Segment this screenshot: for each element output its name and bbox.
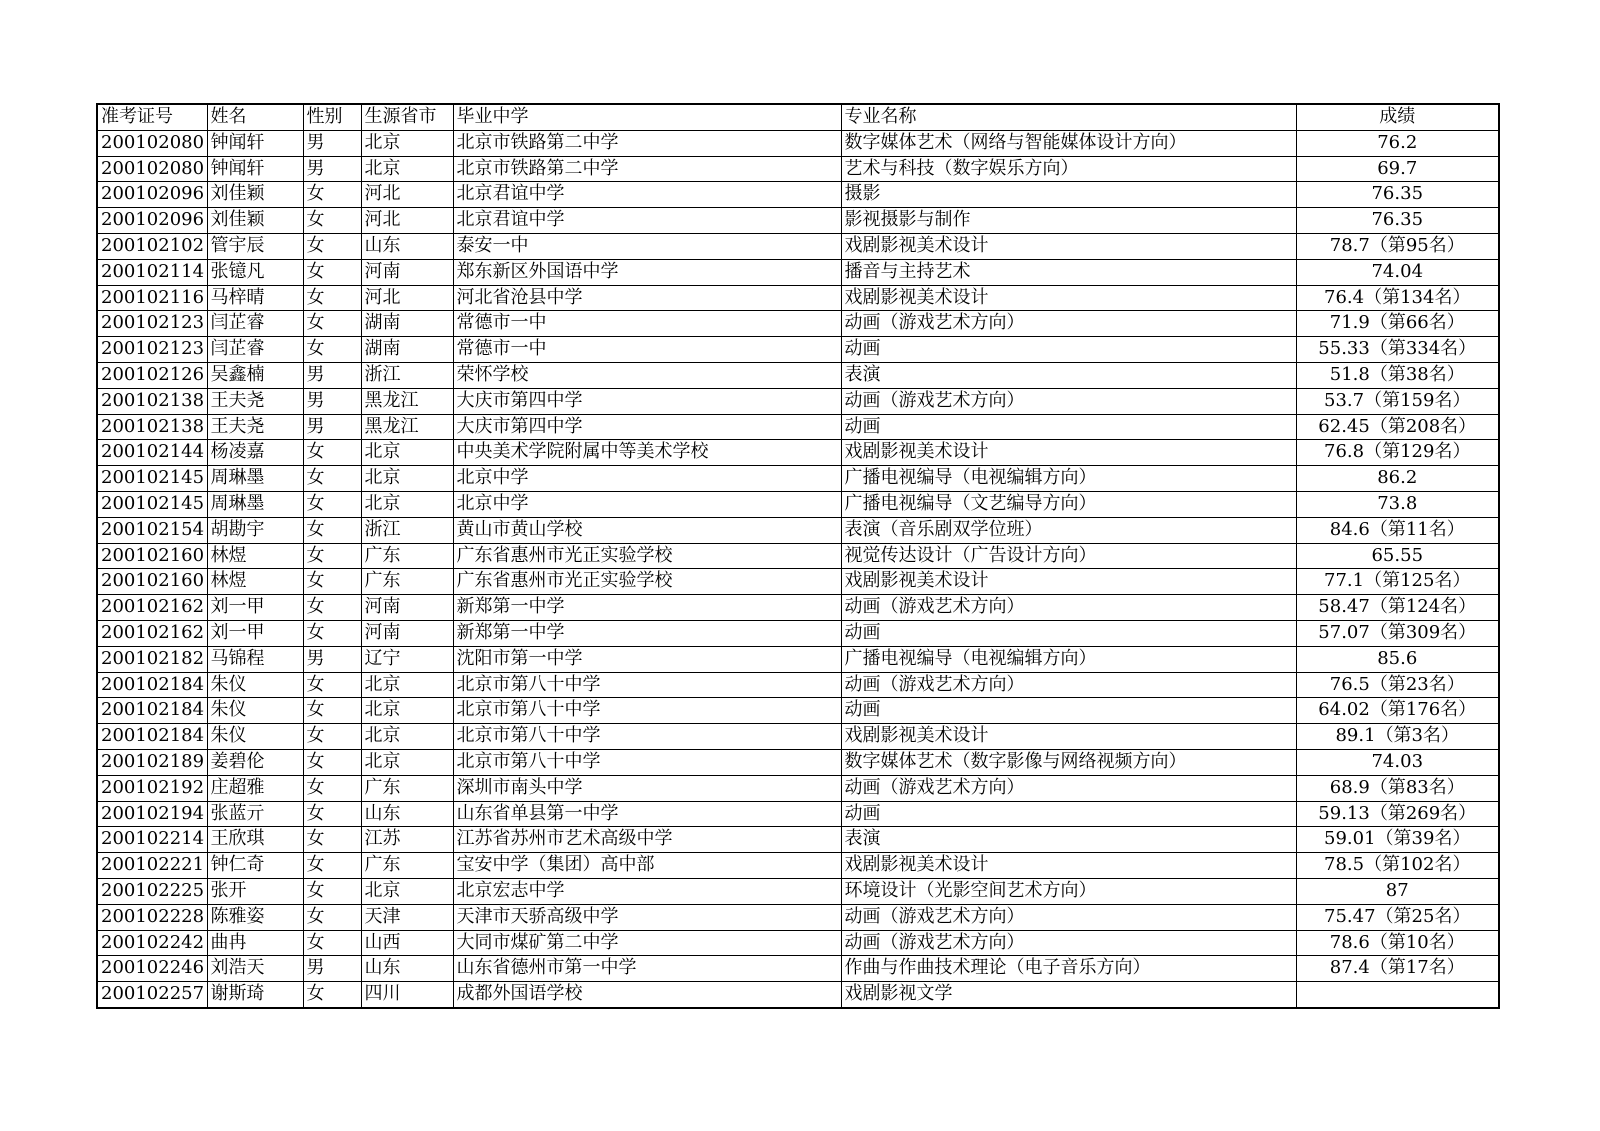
name-cell: 刘一甲 (207, 595, 303, 621)
table-row (97, 182, 1499, 208)
school-cell: 郑东新区外国语中学 (453, 259, 841, 285)
province-cell: 北京 (361, 440, 453, 466)
major-cell: 动画（游戏艺术方向） (841, 930, 1296, 956)
school-cell: 北京市第八十中学 (453, 698, 841, 724)
school-cell: 北京市铁路第二中学 (453, 156, 841, 182)
major-cell: 表演（音乐剧双学位班） (841, 517, 1296, 543)
table-row (97, 646, 1499, 672)
province-cell: 山东 (361, 956, 453, 982)
table-row (97, 517, 1499, 543)
school-cell: 北京君谊中学 (453, 182, 841, 208)
major-cell: 动画 (841, 414, 1296, 440)
sex-cell: 女 (303, 233, 361, 259)
header-sex: 性别 (303, 104, 361, 130)
sex-cell: 女 (303, 466, 361, 492)
table-row (97, 982, 1499, 1008)
exam-id-cell: 200102123 (97, 337, 207, 363)
major-cell: 戏剧影视美术设计 (841, 724, 1296, 750)
sex-cell: 男 (303, 362, 361, 388)
major-cell: 艺术与科技（数字娱乐方向） (841, 156, 1296, 182)
province-cell: 广东 (361, 775, 453, 801)
exam-id-cell: 200102194 (97, 801, 207, 827)
school-cell: 新郑第一中学 (453, 620, 841, 646)
score-cell: 86.2 (1296, 466, 1499, 492)
name-cell: 钟闻轩 (207, 130, 303, 156)
name-cell: 朱仪 (207, 698, 303, 724)
province-cell: 河北 (361, 285, 453, 311)
score-table (96, 103, 1500, 1009)
header-score: 成绩 (1296, 104, 1499, 130)
table-row (97, 259, 1499, 285)
name-cell: 林煜 (207, 543, 303, 569)
school-cell: 大庆市第四中学 (453, 388, 841, 414)
major-cell: 戏剧影视美术设计 (841, 233, 1296, 259)
major-cell: 动画（游戏艺术方向） (841, 311, 1296, 337)
sex-cell: 女 (303, 672, 361, 698)
exam-id-cell: 200102184 (97, 698, 207, 724)
name-cell: 王夫尧 (207, 414, 303, 440)
table-row (97, 311, 1499, 337)
table-body (97, 130, 1499, 1008)
exam-id-cell: 200102221 (97, 853, 207, 879)
name-cell: 刘佳颖 (207, 208, 303, 234)
province-cell: 北京 (361, 749, 453, 775)
province-cell: 北京 (361, 698, 453, 724)
exam-id-cell: 200102126 (97, 362, 207, 388)
province-cell: 河北 (361, 208, 453, 234)
province-cell: 山西 (361, 930, 453, 956)
score-cell: 87 (1296, 878, 1499, 904)
exam-id-cell: 200102116 (97, 285, 207, 311)
major-cell: 戏剧影视文学 (841, 982, 1296, 1008)
major-cell: 戏剧影视美术设计 (841, 569, 1296, 595)
table-row (97, 878, 1499, 904)
sex-cell: 女 (303, 440, 361, 466)
school-cell: 北京市第八十中学 (453, 749, 841, 775)
score-cell: 65.55 (1296, 543, 1499, 569)
sex-cell: 女 (303, 259, 361, 285)
province-cell: 河南 (361, 259, 453, 285)
province-cell: 浙江 (361, 362, 453, 388)
name-cell: 王欣琪 (207, 827, 303, 853)
province-cell: 北京 (361, 724, 453, 750)
province-cell: 河南 (361, 620, 453, 646)
exam-id-cell: 200102145 (97, 466, 207, 492)
name-cell: 陈雅姿 (207, 904, 303, 930)
sex-cell: 男 (303, 956, 361, 982)
score-cell: 73.8 (1296, 491, 1499, 517)
table-row (97, 208, 1499, 234)
exam-id-cell: 200102144 (97, 440, 207, 466)
name-cell: 杨凌嘉 (207, 440, 303, 466)
name-cell: 胡勘宇 (207, 517, 303, 543)
major-cell: 动画（游戏艺术方向） (841, 904, 1296, 930)
name-cell: 林煜 (207, 569, 303, 595)
exam-id-cell: 200102192 (97, 775, 207, 801)
school-cell: 新郑第一中学 (453, 595, 841, 621)
school-cell: 大庆市第四中学 (453, 414, 841, 440)
school-cell: 广东省惠州市光正实验学校 (453, 569, 841, 595)
name-cell: 王夫尧 (207, 388, 303, 414)
province-cell: 广东 (361, 569, 453, 595)
major-cell: 戏剧影视美术设计 (841, 853, 1296, 879)
school-cell: 北京市第八十中学 (453, 672, 841, 698)
school-cell: 北京中学 (453, 466, 841, 492)
major-cell: 环境设计（光影空间艺术方向） (841, 878, 1296, 904)
major-cell: 戏剧影视美术设计 (841, 285, 1296, 311)
exam-id-cell: 200102160 (97, 569, 207, 595)
sex-cell: 女 (303, 827, 361, 853)
score-sheet (96, 103, 1500, 1009)
exam-id-cell: 200102184 (97, 724, 207, 750)
score-cell: 74.04 (1296, 259, 1499, 285)
table-row (97, 388, 1499, 414)
score-cell: 89.1（第3名） (1296, 724, 1499, 750)
score-cell: 75.47（第25名） (1296, 904, 1499, 930)
table-row (97, 543, 1499, 569)
table-row (97, 749, 1499, 775)
sex-cell: 男 (303, 646, 361, 672)
exam-id-cell: 200102096 (97, 208, 207, 234)
province-cell: 湖南 (361, 311, 453, 337)
table-row (97, 724, 1499, 750)
name-cell: 马梓晴 (207, 285, 303, 311)
table-row (97, 233, 1499, 259)
score-cell: 57.07（第309名） (1296, 620, 1499, 646)
major-cell: 数字媒体艺术（数字影像与网络视频方向） (841, 749, 1296, 775)
name-cell: 谢斯琦 (207, 982, 303, 1008)
table-row (97, 904, 1499, 930)
table-row (97, 130, 1499, 156)
sex-cell: 女 (303, 775, 361, 801)
major-cell: 广播电视编导（电视编辑方向） (841, 466, 1296, 492)
exam-id-cell: 200102189 (97, 749, 207, 775)
name-cell: 庄超雅 (207, 775, 303, 801)
major-cell: 影视摄影与制作 (841, 208, 1296, 234)
name-cell: 刘一甲 (207, 620, 303, 646)
school-cell: 北京市第八十中学 (453, 724, 841, 750)
score-cell: 76.35 (1296, 208, 1499, 234)
table-row (97, 569, 1499, 595)
sex-cell: 女 (303, 543, 361, 569)
score-cell: 64.02（第176名） (1296, 698, 1499, 724)
sex-cell: 女 (303, 208, 361, 234)
table-row (97, 956, 1499, 982)
province-cell: 广东 (361, 853, 453, 879)
school-cell: 常德市一中 (453, 337, 841, 363)
score-cell: 59.13（第269名） (1296, 801, 1499, 827)
major-cell: 表演 (841, 827, 1296, 853)
table-row (97, 595, 1499, 621)
major-cell: 作曲与作曲技术理论（电子音乐方向） (841, 956, 1296, 982)
table-row (97, 827, 1499, 853)
school-cell: 宝安中学（集团）高中部 (453, 853, 841, 879)
table-row (97, 801, 1499, 827)
exam-id-cell: 200102228 (97, 904, 207, 930)
sex-cell: 女 (303, 311, 361, 337)
school-cell: 泰安一中 (453, 233, 841, 259)
name-cell: 张蓝亓 (207, 801, 303, 827)
name-cell: 钟闻轩 (207, 156, 303, 182)
school-cell: 深圳市南头中学 (453, 775, 841, 801)
sex-cell: 女 (303, 698, 361, 724)
major-cell: 数字媒体艺术（网络与智能媒体设计方向） (841, 130, 1296, 156)
school-cell: 大同市煤矿第二中学 (453, 930, 841, 956)
name-cell: 吴鑫楠 (207, 362, 303, 388)
exam-id-cell: 200102162 (97, 620, 207, 646)
name-cell: 朱仪 (207, 724, 303, 750)
sex-cell: 女 (303, 182, 361, 208)
name-cell: 张开 (207, 878, 303, 904)
school-cell: 北京中学 (453, 491, 841, 517)
school-cell: 山东省德州市第一中学 (453, 956, 841, 982)
exam-id-cell: 200102145 (97, 491, 207, 517)
major-cell: 动画（游戏艺术方向） (841, 672, 1296, 698)
header-school: 毕业中学 (453, 104, 841, 130)
score-cell: 76.4（第134名） (1296, 285, 1499, 311)
table-row (97, 440, 1499, 466)
header-exam-id: 准考证号 (97, 104, 207, 130)
school-cell: 常德市一中 (453, 311, 841, 337)
school-cell: 沈阳市第一中学 (453, 646, 841, 672)
school-cell: 黄山市黄山学校 (453, 517, 841, 543)
major-cell: 表演 (841, 362, 1296, 388)
school-cell: 荣怀学校 (453, 362, 841, 388)
school-cell: 中央美术学院附属中等美术学校 (453, 440, 841, 466)
exam-id-cell: 200102214 (97, 827, 207, 853)
exam-id-cell: 200102257 (97, 982, 207, 1008)
school-cell: 河北省沧县中学 (453, 285, 841, 311)
school-cell: 北京君谊中学 (453, 208, 841, 234)
score-cell: 53.7（第159名） (1296, 388, 1499, 414)
province-cell: 浙江 (361, 517, 453, 543)
province-cell: 北京 (361, 130, 453, 156)
major-cell: 动画 (841, 337, 1296, 363)
sex-cell: 女 (303, 620, 361, 646)
sex-cell: 女 (303, 930, 361, 956)
name-cell: 刘佳颖 (207, 182, 303, 208)
score-cell: 78.5（第102名） (1296, 853, 1499, 879)
exam-id-cell: 200102102 (97, 233, 207, 259)
exam-id-cell: 200102182 (97, 646, 207, 672)
sex-cell: 女 (303, 904, 361, 930)
table-row (97, 620, 1499, 646)
header-name: 姓名 (207, 104, 303, 130)
name-cell: 钟仁奇 (207, 853, 303, 879)
table-header-row (97, 104, 1499, 130)
score-cell: 78.7（第95名） (1296, 233, 1499, 259)
sex-cell: 女 (303, 878, 361, 904)
name-cell: 周琳墨 (207, 491, 303, 517)
table-row (97, 414, 1499, 440)
score-cell: 84.6（第11名） (1296, 517, 1499, 543)
major-cell: 广播电视编导（文艺编导方向） (841, 491, 1296, 517)
table-row (97, 698, 1499, 724)
table-row (97, 337, 1499, 363)
sex-cell: 女 (303, 801, 361, 827)
major-cell: 视觉传达设计（广告设计方向） (841, 543, 1296, 569)
sex-cell: 女 (303, 724, 361, 750)
score-cell: 78.6（第10名） (1296, 930, 1499, 956)
score-cell: 77.1（第125名） (1296, 569, 1499, 595)
province-cell: 湖南 (361, 337, 453, 363)
sex-cell: 女 (303, 517, 361, 543)
province-cell: 天津 (361, 904, 453, 930)
score-cell: 76.5（第23名） (1296, 672, 1499, 698)
header-major: 专业名称 (841, 104, 1296, 130)
sex-cell: 女 (303, 749, 361, 775)
exam-id-cell: 200102123 (97, 311, 207, 337)
table-row (97, 672, 1499, 698)
major-cell: 动画（游戏艺术方向） (841, 388, 1296, 414)
exam-id-cell: 200102242 (97, 930, 207, 956)
province-cell: 北京 (361, 491, 453, 517)
province-cell: 河南 (361, 595, 453, 621)
name-cell: 张镱凡 (207, 259, 303, 285)
score-cell: 76.8（第129名） (1296, 440, 1499, 466)
exam-id-cell: 200102154 (97, 517, 207, 543)
score-cell: 58.47（第124名） (1296, 595, 1499, 621)
sex-cell: 男 (303, 130, 361, 156)
name-cell: 马锦程 (207, 646, 303, 672)
score-cell: 76.2 (1296, 130, 1499, 156)
table-row (97, 775, 1499, 801)
province-cell: 山东 (361, 801, 453, 827)
table-row (97, 853, 1499, 879)
sex-cell: 男 (303, 414, 361, 440)
major-cell: 动画 (841, 698, 1296, 724)
table-row (97, 930, 1499, 956)
province-cell: 广东 (361, 543, 453, 569)
sex-cell: 女 (303, 337, 361, 363)
exam-id-cell: 200102160 (97, 543, 207, 569)
school-cell: 广东省惠州市光正实验学校 (453, 543, 841, 569)
score-cell (1296, 982, 1499, 1008)
province-cell: 辽宁 (361, 646, 453, 672)
name-cell: 闫芷睿 (207, 311, 303, 337)
province-cell: 江苏 (361, 827, 453, 853)
score-cell: 51.8（第38名） (1296, 362, 1499, 388)
exam-id-cell: 200102114 (97, 259, 207, 285)
major-cell: 戏剧影视美术设计 (841, 440, 1296, 466)
name-cell: 闫芷睿 (207, 337, 303, 363)
name-cell: 朱仪 (207, 672, 303, 698)
major-cell: 广播电视编导（电视编辑方向） (841, 646, 1296, 672)
exam-id-cell: 200102225 (97, 878, 207, 904)
name-cell: 周琳墨 (207, 466, 303, 492)
province-cell: 黑龙江 (361, 388, 453, 414)
table-row (97, 285, 1499, 311)
sex-cell: 女 (303, 285, 361, 311)
province-cell: 北京 (361, 672, 453, 698)
exam-id-cell: 200102162 (97, 595, 207, 621)
score-cell: 76.35 (1296, 182, 1499, 208)
province-cell: 黑龙江 (361, 414, 453, 440)
school-cell: 山东省单县第一中学 (453, 801, 841, 827)
school-cell: 北京市铁路第二中学 (453, 130, 841, 156)
score-cell: 87.4（第17名） (1296, 956, 1499, 982)
major-cell: 动画 (841, 620, 1296, 646)
school-cell: 成都外国语学校 (453, 982, 841, 1008)
major-cell: 动画（游戏艺术方向） (841, 775, 1296, 801)
name-cell: 曲冉 (207, 930, 303, 956)
province-cell: 山东 (361, 233, 453, 259)
exam-id-cell: 200102138 (97, 388, 207, 414)
sex-cell: 男 (303, 388, 361, 414)
major-cell: 动画 (841, 801, 1296, 827)
score-cell: 69.7 (1296, 156, 1499, 182)
major-cell: 动画（游戏艺术方向） (841, 595, 1296, 621)
sex-cell: 女 (303, 595, 361, 621)
sex-cell: 女 (303, 491, 361, 517)
exam-id-cell: 200102246 (97, 956, 207, 982)
score-cell: 74.03 (1296, 749, 1499, 775)
exam-id-cell: 200102138 (97, 414, 207, 440)
name-cell: 管宇辰 (207, 233, 303, 259)
exam-id-cell: 200102080 (97, 156, 207, 182)
sex-cell: 女 (303, 569, 361, 595)
header-province: 生源省市 (361, 104, 453, 130)
sex-cell: 男 (303, 156, 361, 182)
province-cell: 北京 (361, 466, 453, 492)
school-cell: 江苏省苏州市艺术高级中学 (453, 827, 841, 853)
table-row (97, 156, 1499, 182)
school-cell: 天津市天骄高级中学 (453, 904, 841, 930)
province-cell: 北京 (361, 156, 453, 182)
school-cell: 北京宏志中学 (453, 878, 841, 904)
exam-id-cell: 200102080 (97, 130, 207, 156)
major-cell: 摄影 (841, 182, 1296, 208)
score-cell: 85.6 (1296, 646, 1499, 672)
exam-id-cell: 200102096 (97, 182, 207, 208)
table-row (97, 466, 1499, 492)
score-cell: 62.45（第208名） (1296, 414, 1499, 440)
name-cell: 姜碧伦 (207, 749, 303, 775)
score-cell: 68.9（第83名） (1296, 775, 1499, 801)
province-cell: 北京 (361, 878, 453, 904)
score-cell: 55.33（第334名） (1296, 337, 1499, 363)
exam-id-cell: 200102184 (97, 672, 207, 698)
province-cell: 河北 (361, 182, 453, 208)
province-cell: 四川 (361, 982, 453, 1008)
table-row (97, 362, 1499, 388)
score-cell: 71.9（第66名） (1296, 311, 1499, 337)
major-cell: 播音与主持艺术 (841, 259, 1296, 285)
score-cell: 59.01（第39名） (1296, 827, 1499, 853)
sex-cell: 女 (303, 853, 361, 879)
sex-cell: 女 (303, 982, 361, 1008)
name-cell: 刘浩天 (207, 956, 303, 982)
table-row (97, 491, 1499, 517)
